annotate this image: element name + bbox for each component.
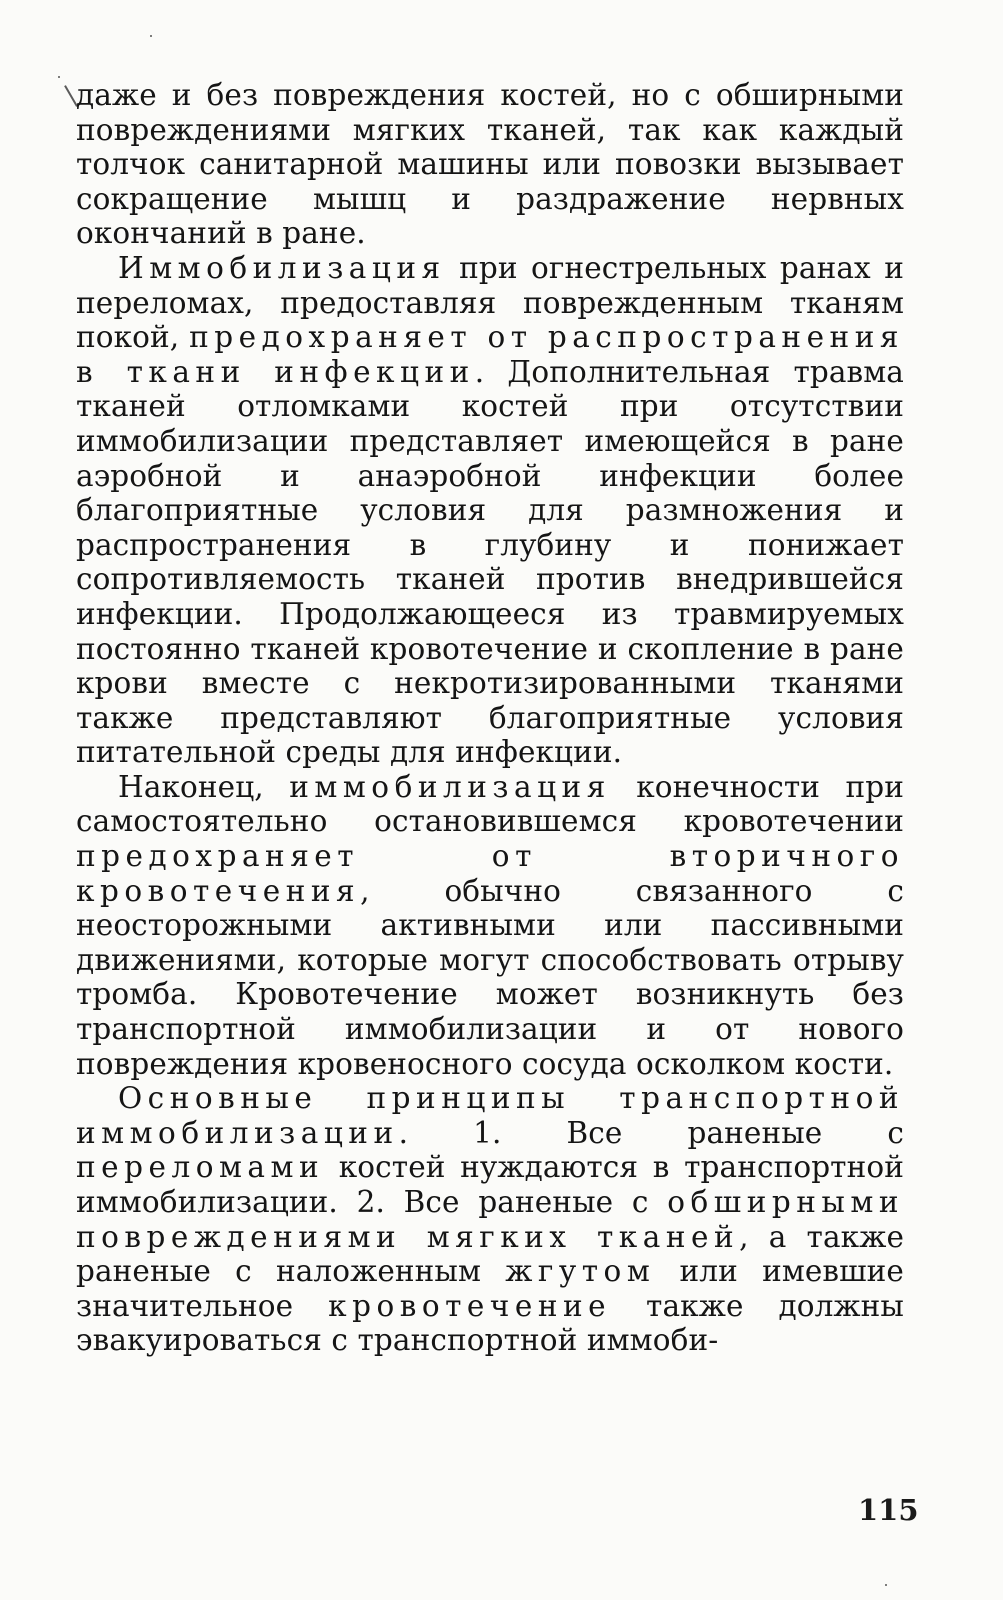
- text-segment: конечности при самостоятельно остановившемся кровотечении: [76, 769, 904, 839]
- text-segment: . Дополнительная травма тканей отломками костей при отсутствии иммобилизации представляет имеющейся в ране аэробной и анаэробной инфекции более благоприятные условия для размножения и распространения в глубину и понижает сопротивляемость тканей против внедрившейся инфекции. Продолжающееся из травмируемых постоянно тканей кровотечение и скопление в ране крови вместе с некротизированными тканями также представляют благоприятные условия питательной среды для инфекции.: [76, 354, 904, 770]
- speck: [58, 76, 60, 78]
- speck: [885, 1584, 887, 1586]
- spaced-emphasis: иммобилизация: [289, 769, 611, 804]
- spaced-emphasis: кровотечение: [328, 1288, 612, 1323]
- paragraph-1: [76, 78, 904, 251]
- text-segment: или имевшие значительное: [76, 1254, 904, 1323]
- speck: [150, 35, 152, 37]
- text-segment: Наконец,: [118, 769, 290, 804]
- text-segment: также должны эвакуироваться с транспортной иммоби-: [76, 1288, 904, 1358]
- text-segment: . 1. Все раненые с: [398, 1115, 904, 1150]
- text-segment: при огнестрельных ранах и переломах, предоставляя поврежденным тканям покой,: [76, 250, 904, 355]
- spaced-emphasis: Основные принципы транспортной иммобилизации: [76, 1081, 904, 1150]
- page-number: 115: [858, 1493, 919, 1527]
- spaced-emphasis: переломами: [76, 1150, 325, 1185]
- spaced-emphasis: Иммобилизация: [118, 250, 446, 285]
- main-text: [76, 78, 904, 1358]
- text-segment: , а также раненые с наложенным: [76, 1219, 904, 1289]
- text-segment: , обычно связанного с неосторожными активными или пассивными движениями, которые могут способствовать отрыву тромба. Кровотечение может возникнуть без транспортной иммобилизации и от нового повреждения кровеносного сосуда осколком кости.: [76, 873, 904, 1081]
- spaced-emphasis: предохраняет от вторичного кровотечения: [76, 839, 904, 908]
- text-segment: костей нуждаются в транспортной иммобилизации. 2. Все раненые с: [76, 1150, 904, 1219]
- paragraph-4: [76, 1081, 904, 1358]
- text-segment: даже и без повреждения костей, но с обширными повреждениями мягких тканей, так как каждый толчок санитарной машины или повозки вызывает сокращение мышц и раздражение нервных окончаний в ране.: [76, 78, 904, 251]
- spaced-emphasis: предохраняет от распространения в ткани инфекции: [76, 320, 904, 389]
- paragraph-2: [76, 251, 904, 770]
- spaced-emphasis: обширными повреждениями мягких тканей: [76, 1185, 904, 1254]
- paragraph-3: [76, 770, 904, 1081]
- spaced-emphasis: жгутом: [505, 1254, 656, 1289]
